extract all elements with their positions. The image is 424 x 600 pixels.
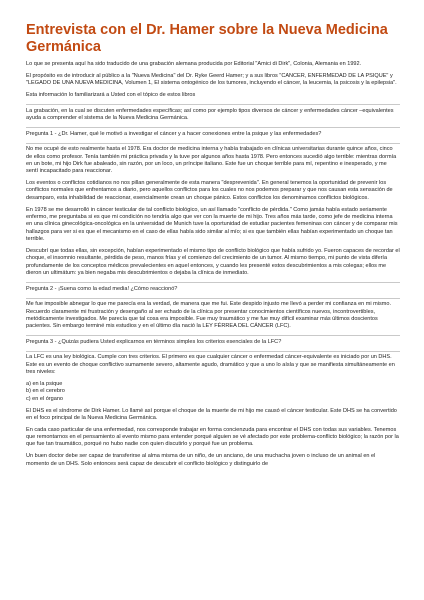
answer-3-paragraph-1: La LFC es una ley biológica. Cumple con tres criterios. El primero es que cualquier cáncer o enfermedad cáncer-equivalente es iniciado por un DHS. Este es un evento de choque conflictivo sumamente severo, altamente agudo, dramático y que a uno lo aísla y que se manifiesta simultáneamente en tres niveles: [26, 354, 395, 375]
divider [26, 335, 400, 336]
paragraph-recording: La grabación, en la cual se discuten enfermedades específicas; así como por ejemplo tipos diversos de cáncer y enfermedades cáncer –equivalentes ayuda a comprender el sistema de la Nueva Medicina Germánica. [26, 107, 394, 122]
paragraph-purpose: El propósito es de introducir al público a la "Nueva Medicina" del Dr. Ryke Geerd Hamer; y a sus libros "CANCER, ENFERMEDAD DE LA PSIQUE" y "LEGADO DE UNA NUEVA MEDICINA, Volumen 1, El sistema ontogénico de los tumores, incluyendo el cáncer, la leucemia, la psicosis y la epilepsia". [26, 72, 397, 87]
divider [26, 104, 400, 105]
question-3: Pregunta 3 - ¿Quizás pudiera Usted explicarnos en términos simples los criterios esenciales de la LFC? [26, 338, 282, 345]
list-item: a) en la psique [26, 380, 63, 387]
paragraph-familiarize: Esta información lo familiarizará a Usted con el tópico de estos libros [26, 92, 196, 99]
list-item: b) en el cerebro [26, 388, 65, 395]
answer-3-paragraph-4: Un buen doctor debe ser capaz de transferirse al alma misma de un niño, de un anciano, de una muchacha joven o incluso de un animal en el momento de un DHS. Solo entonces será capaz de descubrir el conflicto biológico y distinguirlo de [26, 453, 376, 467]
question-1: Pregunta 1 - ¿Dr. Hamer, qué le motivó a investigar el cáncer y a hacer conexiones entre la psique y las enfermedades? [26, 130, 322, 137]
answer-1-paragraph-4: Descubrí que todas ellas, sin excepción, habían experimentado el mismo tipo de conflicto biológico que había sufrido yo. Fueron capaces de recordar el choque, el insomnio resultante, pérdida de peso, manos frías y el comienzo del crecimiento de un tumor. Al mismo tiempo, mi punto de vista difería profundamente de los conceptos médicos prevalecientes en aquel entonces, y cuando les presenté estos descubrimientos a mis colegas; ellos me dieron un ultimátum: ya bien negaba mis descubrimientos o dejaba la clínica de inmediato. [26, 248, 400, 277]
levels-list [26, 381, 400, 403]
divider [26, 143, 400, 144]
divider [26, 127, 400, 128]
answer-1-paragraph-1: No me ocupé de esto realmente hasta el 1978. Era doctor de medicina interna y había trabajado en clínicas universitarias durante quince años, cinco de ellos como profesor. Tenía también mi práctica privada y la tuve por algunos años hasta 1978. Pero entonces sucedió algo terrible: mientras dormía en un bote, mi hijo Dirk fue abaleado, sin razón, por un loco, un príncipe italiano. Este fue un choque terrible para mí, repentino e inesperado, y me sentí incapacitado para reaccionar. [26, 146, 397, 175]
divider [26, 298, 400, 299]
divider [26, 351, 400, 352]
page-title: Entrevista con el Dr. Hamer sobre la Nueva Medicina Germánica [26, 22, 388, 55]
answer-1-paragraph-3: En 1978 se me desarrolló in cáncer testicular de tal conflicto biológico, un así llamado "conflicto de pérdida." Como jamás había estado seriamente enfermo, me preguntaba si es que mi condición no tendría algo que ver con la muerte de mi hijo. Tres años más tarde, como jefe de medicina interna en una clínica ginecológica-oncológica en la universidad de Munich tuve la oportunidad de estudiar pacientes femeninas con cáncer y de comparar mis hallazgos para ver si es que el mecanismo en el caso de ellas había sido similar al mío; si es que también ellas habían experimentado un choque tan terrible. [26, 206, 398, 243]
answer-3-paragraph-3: En cada caso particular de una enfermedad, nos corresponde trabajar en forma concienzuda para encontrar el DHS con todas sus variables. Tenemos que remontarnos en el pensamiento al evento mismo para entender porqué alguien se vé afectado por este problema-conflicto biológico; la razón por la que fue tan traumático, porqué no hubo nadie con quien discutirlo y porqué fue un problema. [26, 426, 399, 448]
answer-3-paragraph-2: El DHS es el síndrome de Dirk Hamer. Lo llamé así porque el choque de la muerte de mi hijo me causó el cáncer testicular. Este DHS se ha convertido en el foco principal de la Nueva Medicina Germánica. [26, 407, 397, 421]
list-item: c) en el órgano [26, 395, 64, 402]
document-page [26, 22, 400, 473]
divider [26, 282, 400, 283]
answer-1-paragraph-2: Los eventos o conflictos cotidianos no nos pillan generalmente de esta manera "desprevenida". En general tenemos la oportunidad de prevenir los conflictos normales que enfrentamos a diario, pero aquellos conflictos para los cuales no nos podemos preparar y que nos causan esta sensación de desamparo, esta inhabilidad de reaccionar, esencialmente crean un choque pánico. Estos conflictos los denominamos conflictos biológicos. [26, 180, 393, 201]
paragraph-intro: Lo que se presenta aquí ha sido traducido de una grabación alemana producida por Editorial "Amici di Dirk", Colonia, Alemania en 1992. [26, 61, 362, 67]
question-2: Pregunta 2 - ¡Suena como la edad media! ¿Cómo reaccionó? [26, 285, 178, 292]
answer-2: Me fue imposible abnegar lo que me parecía era la verdad, de manera que me fui. Este despido injusto me llevó a perder mi confianza en mi mismo. Recuerdo claramente mi frustración y desengaño al ser echado de la clínica por presentar conocimientos científicos nuevos, incontrovertibles, metódicamente investigados. Me parecía que tal cosa era imposible. Fue muy traumático y me fue muy difícil examinar más últimos doscientos pacientes. Sin embargo terminé mis estudios y en el último día nació la LEY FÉRREA DEL CÁNCER (LFC). [26, 301, 392, 330]
